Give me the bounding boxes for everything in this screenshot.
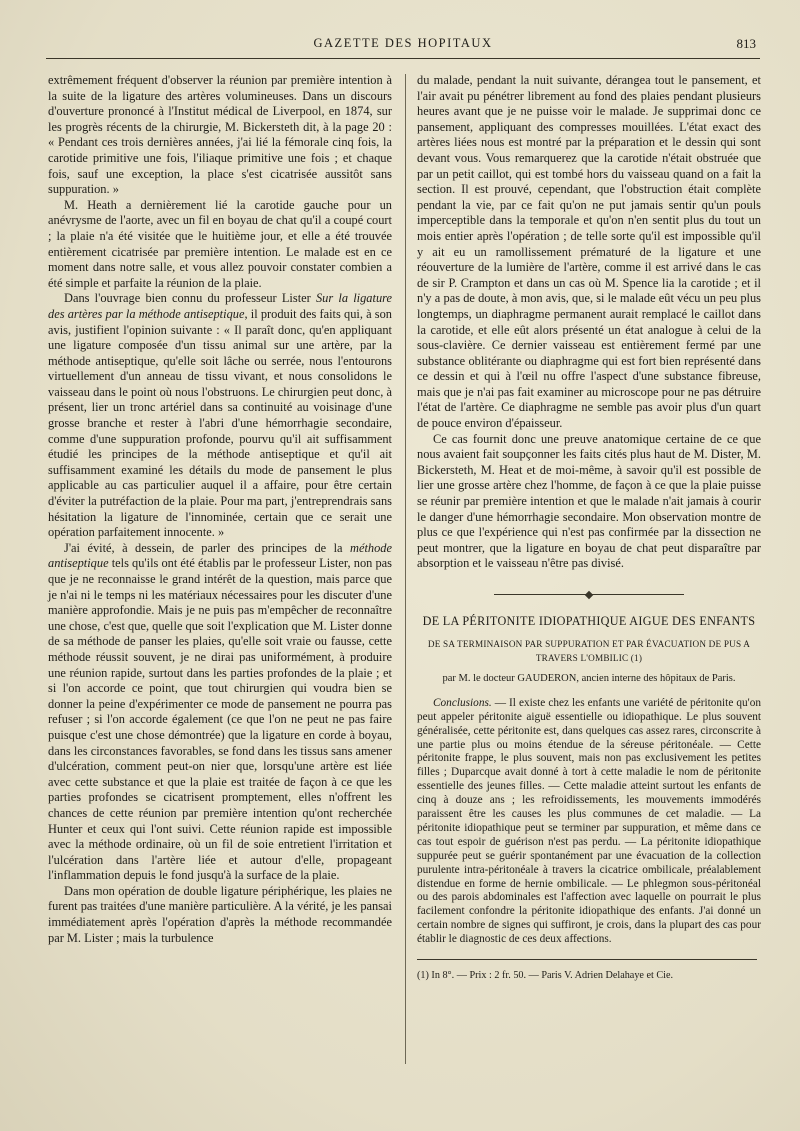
text-run: J'ai évité, à dessein, de parler des principes de la	[64, 540, 351, 555]
footnote: (1) In 8°. — Prix : 2 fr. 50. — Paris V. Adrien Delahaye et Cie.	[417, 970, 674, 982]
paragraph	[417, 697, 761, 947]
conclusions-label: Conclusions.	[433, 696, 492, 709]
paragraph: extrêmement fréquent d'observer la réunion par première intention à la suite de la ligature des artères volumineuses. Dans un discours d'ouverture prononcé à l'Institut médical de Liverpool, en 1874, sur les progrès récents de la chirurgie, M. Bickersteth dit, à la page 20 : « Pendant ces trois dernières années, j'ai lié la fémorale cinq fois, la carotide primitive une fois, l'iliaque primitive une fois ; et chaque fois, sauf une exception, la place s'est cicatrisée aussitôt sans suppuration. »	[48, 73, 392, 197]
text-run: Dans l'ouvrage bien connu du professeur Lister	[64, 291, 316, 306]
paragraph	[48, 291, 392, 541]
running-head: GAZETTE DES HOPITAUX	[313, 36, 493, 50]
text-run: — Il existe chez les enfants une variété de péritonite qu'on peut appeler péritonite aiguë essentielle ou idiopathique. Le plus souvent généralisée, cette péritonite est, dans quelques cas assez rares, circonscrite à une partie plus ou moins étendue de la séreuse péritonéale. — Cette péritonite frappe, le plus souvent, mais non pas exclusivement les petites filles ; Duparcque avait donné à tort à cette maladie le nom de péritonite essentielle des jeunes filles. — Cette maladie atteint surtout les enfants de cinq à douze ans ; les refroidissements, les mouvements immodérés paraissent être les causes les plus communes de cet maladie. — La péritonite idiopathique peut se terminer par suppuration, et même dans ce cas tout espoir de guérison n'est pas perdu. — La péritonite idiopathique suppurée peut se guérir spontanément par une évacuation de la collection purulente intra-péritonéale à travers la cicatrice ombilicale, préalablement distendue en forme de hernie ombilicale. — Le phlegmon sous-péritonéal ou des parois abdominales est l'affection avec laquelle on pourrait le plus facilement confondre la péritonite idiopathique des enfants. J'ai donné un certain nombre de signes qui suffiront, je crois, dans la plupart des cas pour établir le diagnostic de ces deux affections.	[417, 696, 761, 946]
article-subtitle: DE SA TERMINAISON PAR SUPPURATION ET PAR ÉVACUATION DE PUS A TRAVERS L'OMBILIC (1)	[427, 639, 751, 664]
column-divider	[405, 74, 406, 1064]
text-run: tels qu'ils ont été établis par le professeur Lister, non pas que je ne reconnaisse le grand intérêt de la question, mais parce que je n'ai ni le temps ni les matériaux nécessaires pour les discuter d'une manière approfondie. Mais je ne puis pas m'empêcher de reconnaître une chose, c'est que, quelle que soit l'explication que M. Lister donne de sa méthode de panser les plaies, qu'elle soit vraie ou fausse, cette méthode réussit souvent, je ne dirai pas uniformément, à produire une réunion rapide, surtout dans les parties profondes de la plaie ; et si l'on accorde ce point, que tout chirurgien qui voudra bien se donner la peine d'expérimenter ce mode de pansement ne pourra pas refuser ; si l'on accorde également (ce que l'on ne peut ne pas faire puisque c'est une chose démontrée) que la ligature en corde à boyau, dans les circonstances favorables, se fond dans les tissus sans amener d'ulcération, comment peut-on nier que, lorsqu'une artère est liée avec cette substance et que la plaie est traitée de façon à ce que les parties profondes se cicatrisent promptement, elles n'offrent les chances de cette réunion par première intention qu'ont recherchée Hunter et ceux qui l'ont suivi. Cette réunion rapide est impossible avec la méthode ordinaire, où un fil de soie entretient l'irritation et l'ulcération dans l'artère liée et autour d'elle, propageant l'inflammation depuis le fond jusqu'à la surface de la plaie.	[48, 556, 392, 883]
paragraph: du malade, pendant la nuit suivante, dérangea tout le pansement, et l'air avait pu pénétrer librement au fond des plaies pendant plusieurs heures avant que je ne puisse voir le malade. Je supprimai donc ce pansement, appliquant des compresses mouillées. L'état exact des artères liées nous est montré par la préparation et le dessin qui sont devant vous. Vous remarquerez que la carotide n'était obstruée que par un petit caillot, qui est tombé hors du vaisseau quand on a fait la section. Il est prouvé, cependant, que l'obstruction était complète pendant la vie, par ce fait qu'on ne put jamais sentir qu'un pouls imperceptible dans la temporale et qu'on n'en sentit plus du tout un mois entier après l'opération ; de telle sorte qu'il est impossible qu'il y ait eu un ramollissement prématuré de la ligature et une réouverture de la lumière de l'artère, comme il est arrivé dans le cas de sir P. Crampton et dans un cas où M. Spence lia la carotide ; et il n'y a pas de doute, à mon avis, que, si le malade eût vécu un peu plus longtemps, un diaphragme permanent aurait remplacé le caillot dans la carotide, et elle eût alors présenté un état analogue à celui de la sous-clavière. Ce dernier vaisseau est entièrement fermé par une substance oblitérante ou diaphragme qui est fort bien représenté dans ce dessin et qui à l'œil nu offre l'aspect d'une substance fibreuse, mais que je n'ai pas fait examiner au microscope pour ne pas détruire l'état de l'artère. Ce diaphragme ne semble pas avoir plus d'un quart de pouce environ d'épaisseur.	[417, 73, 761, 431]
footnote-rule	[417, 959, 757, 960]
left-column	[48, 73, 392, 946]
emphasis: méthode antiseptique	[48, 540, 392, 571]
paragraph	[48, 541, 392, 884]
right-column	[417, 73, 761, 984]
article-byline: par M. le docteur GAUDERON, ancien interne des hôpitaux de Paris.	[442, 673, 736, 685]
ornament-rule	[494, 594, 684, 595]
header-rule	[46, 58, 760, 59]
text-run: , il produit des faits qui, à son avis, justifient l'opinion suivante : « Il paraît donc, qu'en appliquant une ligature composée d'un tissu animal sur une artère, par la méthode antiseptique, qu'elle soit lâche ou serrée, nous l'entourons virtuellement d'un anneau de tissu vivant, et nous consolidons le vaisseau dans le point où nous l'obstruons. Le chirurgien peut donc, à présent, lier un tronc artériel dans sa continuité au voisinage d'une grosse branche et rester à l'abri d'une hémorrhagie secondaire, comme d'une suppuration profonde, pourvu qu'il ait suffisamment étudié les principes de la méthode antiseptique et qu'il ait suffisamment examiné les détails du mode de pansement le plus applicable au cas particulier auquel il a affaire, pour être certain d'éviter la putréfaction de la plaie. Pour ma part, j'entreprendrais sans hésitation la ligature de l'innominée, certain que ce serait une opération parfaitement innocente. »	[48, 306, 393, 540]
page-header	[46, 36, 760, 54]
paragraph: Dans mon opération de double ligature périphérique, les plaies ne furent pas traitées d'une manière particulière. A la vérité, je les pansai immédiatement après l'opération d'après la méthode recommandée par M. Lister ; mais la turbulence	[48, 883, 392, 945]
paragraph: Ce cas fournit donc une preuve anatomique certaine de ce que nous avaient fait soupçonner les faits cités plus haut de M. Dister, M. Bickersteth, M. Heat et de moi-même, à savoir qu'il est possible de lier une grosse artère chez l'homme, de façon à ce que la plaie puisse se réunir par première intention et que le malade n'ait jamais à courir le danger d'une hémorrhagie secondaire. Mon observation montre de plus ce que l'expérience qui n'est pas confirmée par la dissection ne peut montrer, que la ligature en boyau de chat peut disparaître par absorption et le vaisseau n'être pas divisé.	[417, 431, 761, 571]
article-title: DE LA PÉRITONITE IDIOPATHIQUE AIGUE DES ENFANTS	[422, 613, 756, 628]
paragraph: M. Heath a dernièrement lié la carotide gauche pour un anévrysme de l'aorte, avec un fil en boyau de chat qu'il a coupé court ; la plaie n'a été visitée que le huitième jour, et elle a été trouvée entièrement cicatrisée par première intention. Le malade est en ce moment dans notre salle, et vous allez pouvoir constater combien a été simple et parfaite la réunion de la plaie.	[48, 197, 392, 290]
section-separator	[417, 584, 761, 600]
book-title: Sur la ligature des artères par la méthode antiseptique	[48, 291, 392, 321]
page-number: 813	[736, 36, 756, 51]
